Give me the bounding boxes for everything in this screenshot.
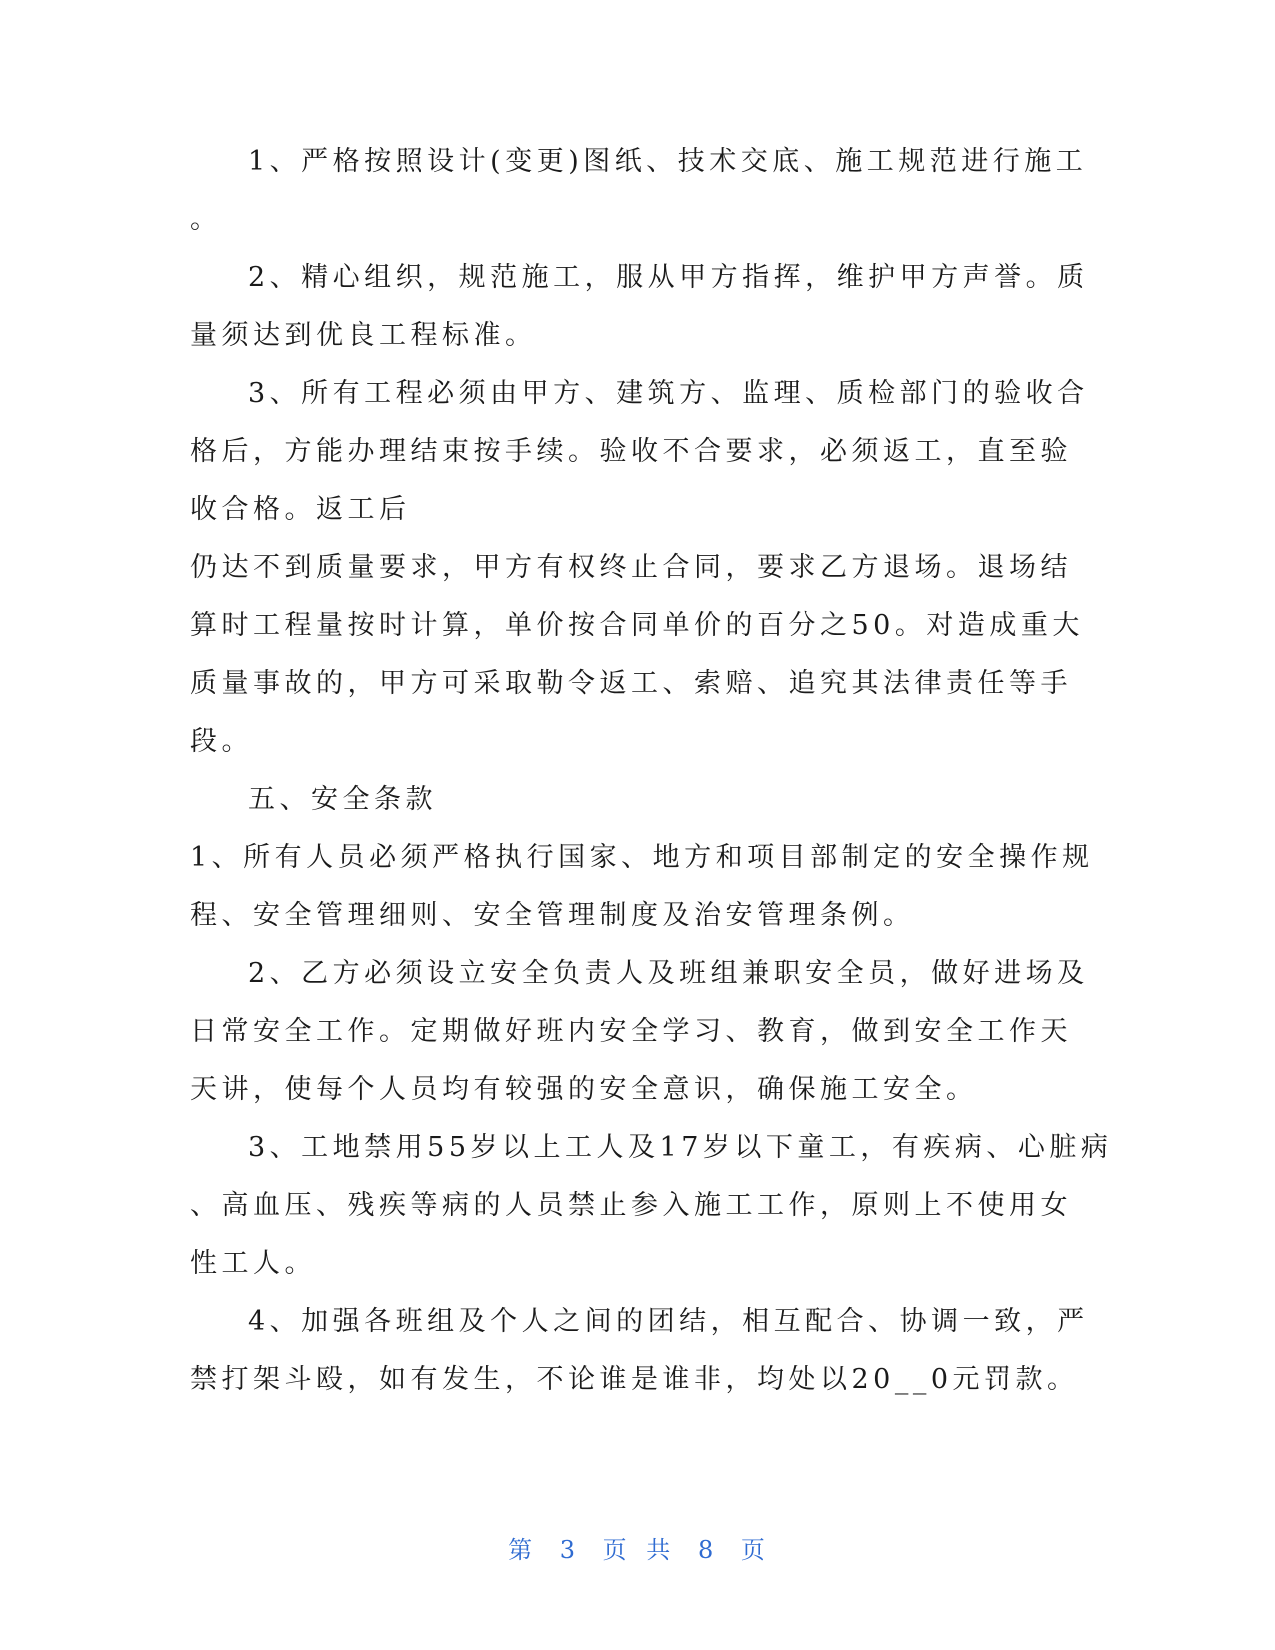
paragraph-line: 1、所有人员必须严格执行国家、地方和项目部制定的安全操作规 <box>190 842 1094 873</box>
paragraph-line: 日常安全工作。定期做好班内安全学习、教育，做到安全工作天 <box>190 1016 1072 1047</box>
paragraph-line: 1、严格按照设计(变更)图纸、技术交底、施工规范进行施工 <box>248 146 1088 177</box>
paragraph-line: 收合格。返工后 <box>190 494 411 525</box>
page-suffix: 页 <box>740 1536 767 1564</box>
paragraph-line: 段。 <box>190 726 253 757</box>
paragraph-line: 格后，方能办理结束按手续。验收不合要求，必须返工，直至验 <box>190 436 1072 467</box>
page-prefix: 第 <box>508 1536 535 1564</box>
paragraph-line: 量须达到优良工程标准。 <box>190 320 537 351</box>
paragraph-line: 性工人。 <box>190 1248 316 1279</box>
page-mid: 页 共 <box>602 1536 673 1564</box>
page-number-footer <box>0 1530 1275 1565</box>
paragraph-line: 4、加强各班组及个人之间的团结，相互配合、协调一致，严 <box>248 1306 1089 1337</box>
section-heading: 五、安全条款 <box>248 784 437 815</box>
paragraph-line: 仍达不到质量要求，甲方有权终止合同，要求乙方退场。退场结 <box>190 552 1072 583</box>
paragraph-line: 禁打架斗殴，如有发生，不论谁是谁非，均处以20__0元罚款。 <box>190 1364 1079 1395</box>
paragraph-line: 质量事故的，甲方可采取勒令返工、索赔、追究其法律责任等手 <box>190 668 1072 699</box>
page-current: 3 <box>559 1536 578 1564</box>
paragraph-line: 2、精心组织，规范施工，服从甲方指挥，维护甲方声誉。质 <box>248 262 1089 293</box>
paragraph-line: 算时工程量按时计算，单价按合同单价的百分之50。对造成重大 <box>190 610 1084 641</box>
paragraph-line: 2、乙方必须设立安全负责人及班组兼职安全员，做好进场及 <box>248 958 1089 989</box>
paragraph-line: 。 <box>190 204 222 235</box>
paragraph-line: 3、所有工程必须由甲方、建筑方、监理、质检部门的验收合 <box>248 378 1089 409</box>
paragraph-line: 程、安全管理细则、安全管理制度及治安管理条例。 <box>190 900 915 931</box>
paragraph-line: 3、工地禁用55岁以上工人及17岁以下童工，有疾病、心脏病 <box>248 1132 1113 1163</box>
page-total: 8 <box>697 1536 716 1564</box>
paragraph-line: 、高血压、残疾等病的人员禁止参入施工工作，原则上不使用女 <box>190 1190 1072 1221</box>
paragraph-line: 天讲，使每个人员均有较强的安全意识，确保施工安全。 <box>190 1074 978 1105</box>
